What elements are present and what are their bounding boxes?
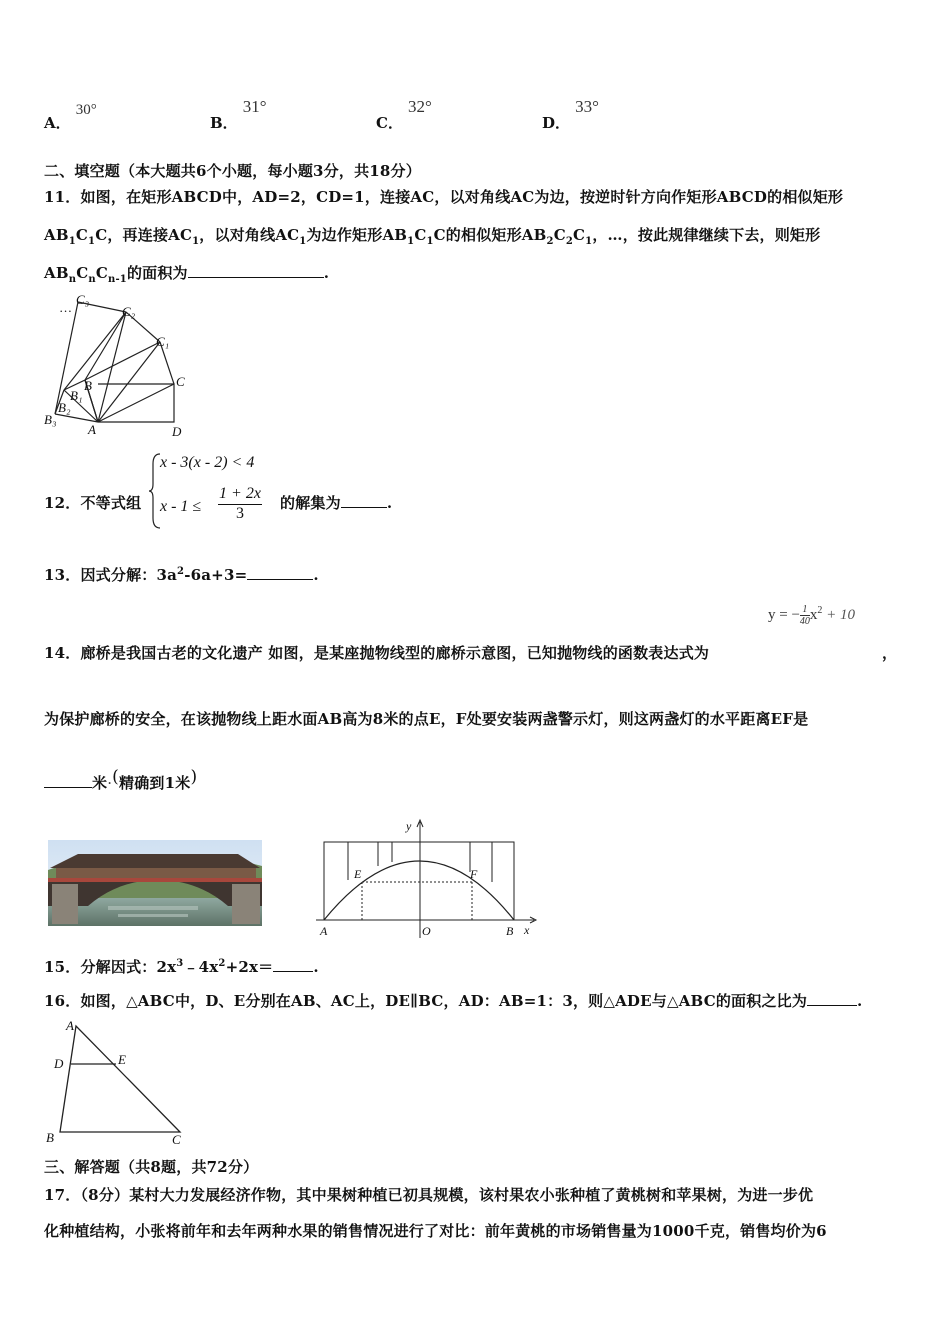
q11-figure	[40, 292, 200, 444]
q16-answer-blank	[807, 991, 857, 1006]
q14-fig-y: y	[406, 819, 412, 833]
q11-line2: $AB_1C_1C$，再连接$AC_1$，以对角线$AC_1$为边作矩形$AB_1C_1C$的相似矩形$AB_2C_2C_1$，…，按此规律继续下去，则矩形	[44, 226, 821, 247]
q15-answer-blank	[273, 957, 313, 972]
q11-fig-dots: …	[60, 300, 72, 315]
section3-heading: 三、解答题（共8题，共72分）	[44, 1158, 259, 1176]
q12-ineq1: x - 3(x - 2) < 4	[160, 454, 255, 471]
q16-fig-a: A	[66, 1018, 74, 1033]
q11-fig-a: A	[88, 422, 96, 437]
q12-answer-blank	[341, 493, 387, 508]
q14-fig-e: E	[354, 867, 362, 881]
q14-line2: 为保护廊桥的安全，在该抛物线上距水面AB高为8米的点E，F处要安装两盏警示灯，则这两盏灯的水平距离EF是	[44, 710, 809, 728]
q14-comma: ，	[882, 644, 898, 662]
q11-fig-c3: C₃	[76, 292, 90, 307]
q12-suffix: 的解集为 .	[280, 494, 393, 512]
q12-prefix: 12．不等式组	[44, 494, 142, 512]
q11-fig-d: D	[172, 424, 182, 439]
option-d-letter: D．	[542, 114, 571, 132]
q12-fraction	[218, 485, 262, 523]
option-c-letter: C．	[376, 114, 403, 132]
q16-figure	[40, 1014, 200, 1150]
q13-text: 13．因式分解：$3a^2-6a+3=$ .	[44, 566, 319, 584]
q14-fig-b: B	[506, 924, 514, 938]
option-b-letter: B．	[210, 114, 238, 132]
q11-fig-b: B	[84, 378, 92, 393]
q14-fig-o: O	[422, 924, 431, 938]
bridge-photo	[48, 840, 262, 926]
q14-answer-blank	[44, 773, 92, 788]
q16-text: 16．如图，△ABC中，D、E分别在AB、AC上，DE∥BC，AD：AB=1：3，则△ADE与△ABC的面积之比为 .	[44, 992, 863, 1010]
q11-fig-b1: B₁	[70, 388, 83, 403]
q16-fig-b: B	[46, 1130, 54, 1145]
q17-line2: 化种植结构，小张将前年和去年两种水果的销售情况进行了对比：前年黄桃的市场销售量为1000千克，销售均价为6	[44, 1222, 827, 1240]
section2-heading: 二、填空题（本大题共6个小题，每小题3分，共18分）	[44, 162, 421, 180]
q11-fig-b3: B₃	[44, 412, 57, 427]
q11-answer-blank	[188, 263, 324, 278]
q11-fig-c2: C₂	[122, 304, 136, 319]
q14-fig-x: x	[524, 923, 530, 937]
option-a-letter: A．	[44, 114, 71, 132]
triangle-abc	[60, 1026, 180, 1132]
q12-system	[148, 452, 274, 530]
q15-text: 15．分解因式：$2x^3﹣4x^2+2x=$ .	[44, 958, 319, 976]
option-d-value: 33°	[575, 97, 599, 116]
q12-frac-den: 3	[236, 505, 244, 522]
q13-answer-blank	[247, 565, 313, 580]
option-a	[44, 102, 97, 133]
q14-formula: y = − $\frac{1}{40}$ $x^2 + 10$	[768, 604, 856, 627]
q14-line1: 14．廊桥是我国古老的文化遗产 如图，是某座抛物线型的廊桥示意图，已知抛物线的函数表达式为	[44, 644, 710, 662]
q16-fig-d: D	[54, 1056, 64, 1071]
q17-line1: 17．（8分）某村大力发展经济作物，其中果树种植已初具规模，该村果农小张种植了黄桃树和苹果树，为进一步优	[44, 1186, 814, 1204]
q14-fig-f: F	[470, 867, 478, 881]
q11-fig-c1: C₁	[156, 334, 170, 349]
q16-fig-e: E	[118, 1052, 126, 1067]
q11-fig-c: C	[176, 374, 185, 389]
q12-frac-num: 1 + 2x	[218, 485, 262, 505]
option-d	[542, 97, 599, 133]
q11-line1: 11．如图，在矩形ABCD中，AD=2，CD=1，连接AC，以对角线AC为边，按逆时针方向作矩形ABCD的相似矩形	[44, 188, 844, 206]
option-b	[210, 97, 267, 133]
bridge-frame	[324, 842, 514, 920]
q12-ineq2-left: x - 1 ≤	[160, 498, 202, 515]
q14-line3: 米·(精确到1米)	[44, 772, 197, 793]
option-a-value: 30°	[75, 102, 97, 118]
q11-fig-b2: B₂	[58, 400, 71, 415]
option-c-value: 32°	[408, 97, 432, 116]
q14-figure	[310, 816, 540, 942]
option-c	[376, 97, 432, 133]
q16-fig-c: C	[172, 1132, 181, 1147]
q14-fig-a: A	[320, 924, 328, 938]
option-b-value: 31°	[242, 97, 267, 116]
q11-line3: $AB_nC_nC_{n-1}$的面积为 .	[44, 264, 330, 285]
